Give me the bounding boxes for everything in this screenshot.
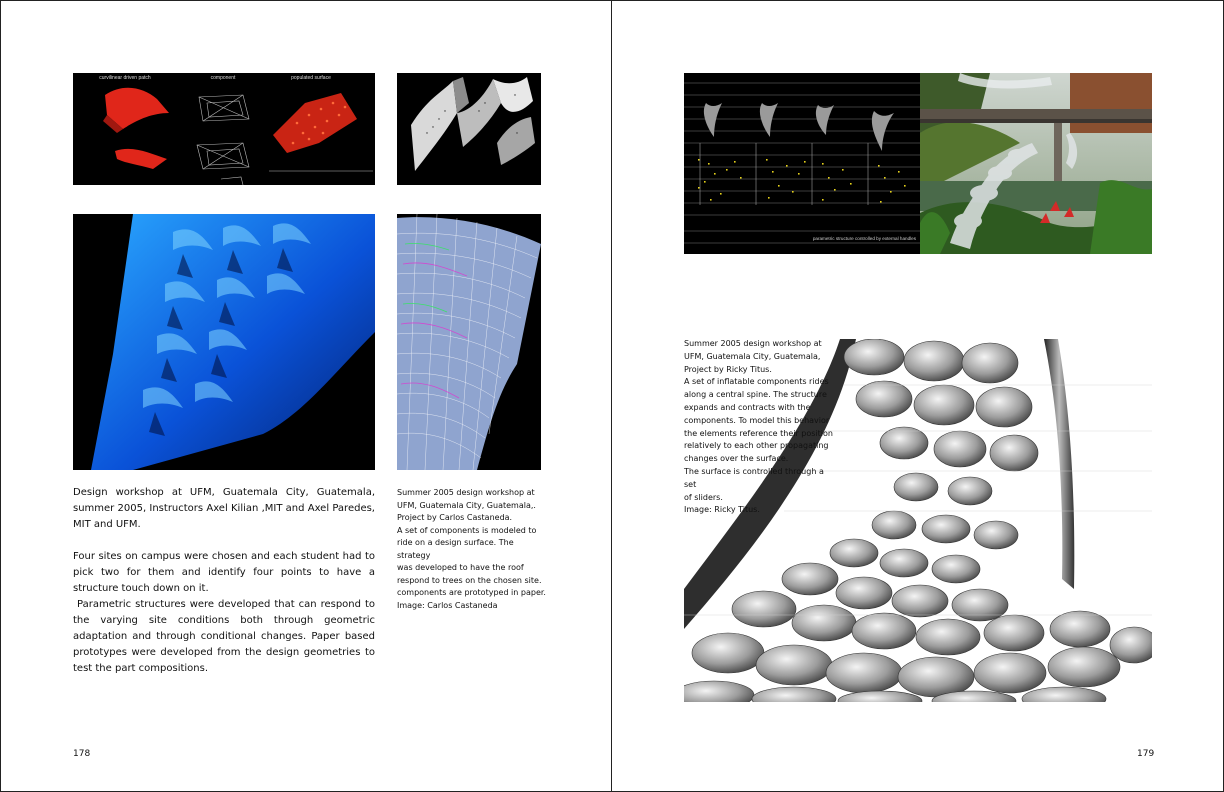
left-caption — [397, 487, 547, 612]
figure-surface-components — [73, 73, 375, 185]
right-caption — [684, 338, 836, 517]
figure-slider-diagram — [684, 73, 920, 254]
caption-line: components are prototyped in paper. — [397, 588, 546, 597]
caption-line: A set of components is modeled to — [397, 525, 537, 535]
figure-label-1: curvilinear driven patch — [99, 75, 151, 81]
caption-line: relatively to each other propagating — [684, 441, 829, 451]
caption-line: Image: Carlos Castaneda — [397, 600, 498, 610]
caption-line: components. To model this behavior — [684, 415, 830, 425]
caption-line: was developed to have the roof — [397, 563, 524, 572]
figure-label-2: component — [210, 75, 236, 81]
figure-label: parametric structure controlled by external handles — [812, 236, 916, 241]
caption-line: Summer 2005 design workshop at — [397, 488, 535, 497]
left-body-text — [73, 485, 375, 677]
caption-line: Project by Ricky Titus. — [684, 364, 772, 374]
caption-line: Image: Ricky Titus. — [684, 505, 760, 515]
caption-line: along a central spine. The structure — [684, 390, 827, 400]
caption-line: expands and contracts with the — [684, 402, 811, 412]
body-paragraph-1: Design workshop at UFM, Guatemala City, Guatemala, summer 2005, Instructors Axel Kilian ,MIT and Axel Paredes, MIT and UFM. — [73, 487, 375, 530]
caption-line: Summer 2005 design workshop at — [684, 339, 822, 348]
body-paragraph-3: Parametric structures were developed that can respond to the varying site conditions both through geometric adaptation and through conditional changes. Paper based prototypes were developed from the design geometries to test the part compositions. — [73, 599, 375, 674]
caption-line: respond to trees on the chosen site. — [397, 575, 542, 585]
figure-blue-render — [73, 214, 375, 470]
figure-paper-components — [397, 73, 541, 185]
caption-line: the elements reference their position — [684, 428, 833, 438]
caption-line: Project by Carlos Castaneda. — [397, 513, 513, 522]
figure-site-photo — [920, 73, 1152, 254]
page-number-right: 179 — [1137, 749, 1155, 759]
caption-line: A set of inflatable components rides — [684, 377, 829, 387]
figure-label-3: populated surface — [291, 75, 331, 81]
caption-line: changes over the surface. — [684, 454, 789, 464]
caption-line: UFM, Guatemala City, Guatemala,. — [397, 500, 536, 510]
body-paragraph-2: Four sites on campus were chosen and each student had to pick two for them and identify four points to have a structure touch down on it. — [73, 551, 375, 594]
figure-wireframe-render — [397, 214, 541, 470]
caption-line: The surface is controlled through a set — [684, 466, 824, 489]
caption-line: ride on a design surface. The strategy — [397, 538, 514, 560]
right-page — [612, 0, 1224, 792]
page-number-left: 178 — [73, 749, 91, 759]
caption-line: UFM, Guatemala City, Guatemala, — [684, 351, 821, 361]
caption-line: of sliders. — [684, 492, 723, 502]
